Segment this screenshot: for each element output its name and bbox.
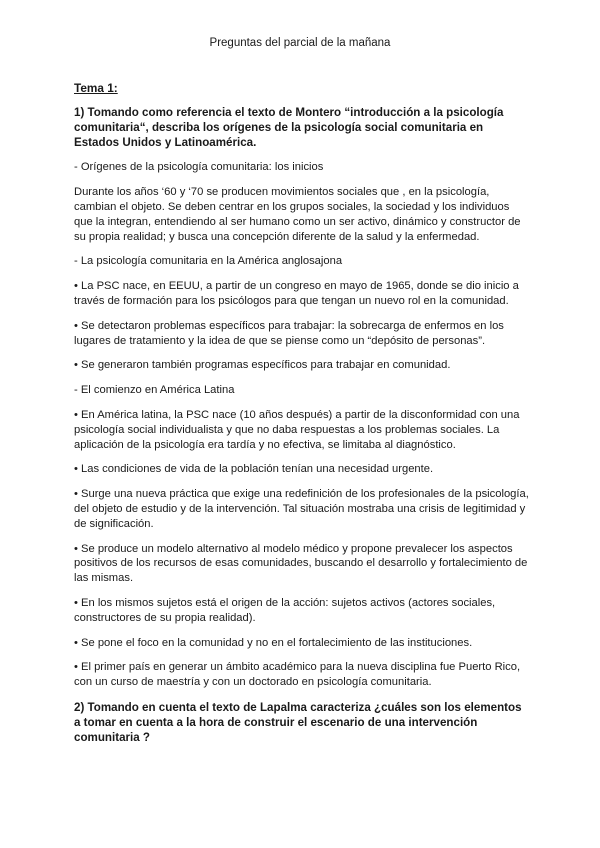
list-item: • Se generaron también programas específicos para trabajar en comunidad. (74, 359, 451, 372)
list-item: • Las condiciones de vida de la población tenían una necesidad urgente. (74, 463, 434, 476)
paragraph-origins: Durante los años ‘60 y ‘70 se producen movimientos sociales que , en la psicología, cambian el objeto. Se deben centrar en los grupos sociales, la sociedad y los individuos que la integran, entendiendo al ser humano como un ser activo, dinámico y constructor de su propia realidad; y busca una concepción diferente de la salud y la enfermedad. (74, 186, 521, 243)
document-body (74, 81, 529, 746)
list-item: • Se pone el foco en la comunidad y no en el fortalecimiento de las instituciones. (74, 636, 473, 649)
section-heading-anglo-america: - La psicología comunitaria en la América anglosajona (74, 255, 343, 268)
list-item: • La PSC nace, en EEUU, a partir de un congreso en mayo de 1965, donde se dio inicio a través de formación para los psicólogos para que tengan un nuevo rol en la comunidad. (74, 280, 519, 307)
list-item: • Se detectaron problemas específicos para trabajar: la sobrecarga de enfermos en los lugares de tratamiento y la idea de que se piense como un “depósito de personas”. (74, 319, 504, 347)
tema-heading: Tema 1: (74, 81, 118, 95)
question-2: 2) Tomando en cuenta el texto de Lapalma caracteriza ¿cuáles son los elementos a tomar en cuenta a la hora de construir el escenario de una intervención comunitaria ? (74, 700, 522, 745)
list-item: • El primer país en generar un ámbito académico para la nueva disciplina fue Puerto Rico, con un curso de maestría y con un doctorado en psicología comunitaria. (74, 661, 521, 689)
list-item: • Surge una nueva práctica que exige una redefinición de los profesionales de la psicología, del objeto de estudio y de la intervención. Tal situación mostraba una crisis de legitimidad y de significación. (74, 488, 529, 530)
list-item: • En América latina, la PSC nace (10 años después) a partir de la disconformidad con una psicología social individualista y que no daba respuestas a los problemas sociales. La aplicación de la psicología era tardía y no efectiva, se limitaba al diagnóstico. (74, 408, 520, 451)
page-header-title: Preguntas del parcial de la mañana (209, 37, 391, 49)
question-1: 1) Tomando como referencia el texto de Montero “introducción a la psicología comunitaria“, describa los orígenes de la psicología social comunitaria en Estados Unidos y Latinoamérica. (74, 105, 504, 150)
section-heading-origins: - Orígenes de la psicología comunitaria: los inicios (74, 161, 324, 174)
section-heading-latin-america: - El comienzo en América Latina (74, 384, 235, 397)
list-item: • Se produce un modelo alternativo al modelo médico y propone prevalecer los aspectos positivos de los recursos de esas comunidades, buscando el desarrollo y fortalecimiento de las mismas. (74, 542, 528, 585)
list-item: • En los mismos sujetos está el origen de la acción: sujetos activos (actores sociales, constructores de su propia realidad). (74, 596, 496, 624)
